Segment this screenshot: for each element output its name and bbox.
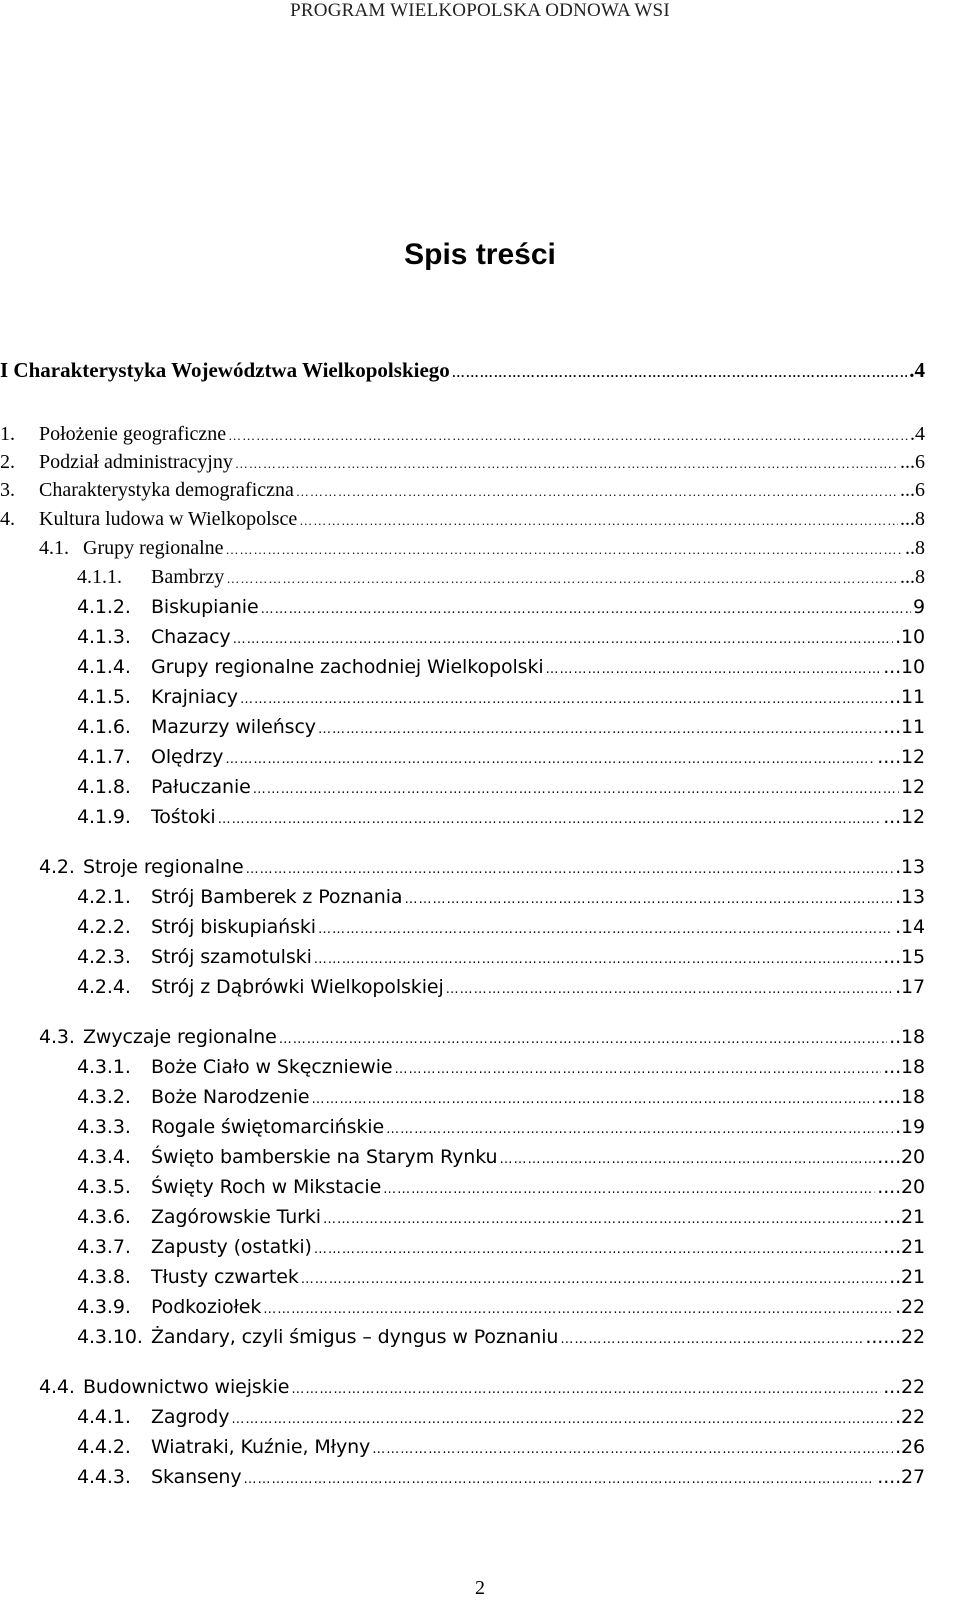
toc-entry-title: I Charakterystyka Województwa Wielkopolskiego (0, 358, 450, 382)
toc-entry-number: 4.3.8. (77, 1266, 131, 1288)
toc-dot-leader (311, 1082, 875, 1115)
toc-entry[interactable] (0, 475, 925, 505)
toc-entry-page: ...10 (883, 656, 925, 678)
toc-entry[interactable] (77, 712, 925, 742)
toc-entry-number: 4. (0, 508, 15, 530)
toc-entry-number: 4.1.3. (77, 626, 131, 648)
toc-entry[interactable] (77, 1262, 925, 1292)
toc-entry-page: .17 (895, 976, 925, 998)
page-title: Spis treści (404, 238, 556, 272)
toc-entry-number: 4.2.4. (77, 976, 131, 998)
toc-entry[interactable] (77, 1142, 925, 1172)
toc-entry-page: ...8 (900, 566, 925, 588)
toc-entry-title: Skanseny (151, 1466, 242, 1488)
toc-entry-page: ....20 (877, 1146, 925, 1168)
toc-entry-number: 3. (0, 479, 15, 501)
toc-entry-number: 4.1.1. (77, 566, 122, 588)
toc-dot-leader (383, 1172, 875, 1205)
toc-dot-leader (296, 475, 898, 507)
toc-entry[interactable] (77, 1052, 925, 1082)
toc-entry-number: 4.2.2. (77, 916, 131, 938)
toc-entry[interactable] (0, 419, 925, 449)
toc-entry-title: Charakterystyka demograficzna (39, 479, 294, 501)
toc-dot-leader (279, 1022, 887, 1055)
toc-entry-page: ......22 (865, 1326, 925, 1348)
toc-entry-number: 4.1.7. (77, 746, 131, 768)
toc-entry-page: .14 (895, 916, 925, 938)
toc-entry-page: .4 (910, 423, 925, 445)
toc-entry-page: .26 (895, 1436, 925, 1458)
toc-entry-number: 4.3.3. (77, 1116, 131, 1138)
running-header: PROGRAM WIELKOPOLSKA ODNOWA WSI (290, 0, 670, 21)
toc-entry[interactable] (77, 742, 925, 772)
toc-entry-page: ...6 (900, 479, 925, 501)
toc-dot-leader (318, 712, 881, 745)
toc-entry-page: ...18 (883, 1056, 925, 1078)
toc-entry[interactable] (77, 912, 925, 942)
toc-entry-title: Biskupianie (151, 596, 259, 618)
toc-entry-page: ...12 (883, 806, 925, 828)
toc-entry-title: Położenie geograficzne (39, 423, 227, 445)
toc-entry-page: 12 (901, 776, 925, 798)
toc-entry-page: ...21 (883, 1236, 925, 1258)
toc-entry[interactable] (77, 1292, 925, 1322)
toc-entry-page: ..21 (889, 1266, 925, 1288)
toc-dot-leader (231, 1402, 893, 1435)
toc-entry-title: Bambrzy (151, 566, 225, 588)
toc-entry-title: Podział administracyjny (39, 451, 233, 473)
toc-dot-leader (261, 592, 911, 625)
toc-entry[interactable] (77, 562, 925, 592)
toc-entry-page: ..8 (905, 537, 925, 559)
toc-dot-leader (301, 1262, 887, 1295)
toc-entry[interactable] (77, 972, 925, 1002)
toc-entry-number: 4.4.1. (77, 1406, 131, 1428)
toc-entry-page: ..18 (889, 1026, 925, 1048)
toc-entry-number: 4.1. (39, 537, 69, 559)
toc-entry-number: 4.3.9. (77, 1296, 131, 1318)
toc-dot-leader (299, 504, 898, 536)
toc-entry-number: 4.4.3. (77, 1466, 131, 1488)
toc-entry-title: Zwyczaje regionalne (83, 1026, 277, 1048)
toc-entry-title: Stroje regionalne (83, 856, 244, 878)
toc-dot-leader (394, 1052, 881, 1085)
toc-entry-title: Wiatraki, Kuźnie, Młyny (151, 1436, 371, 1458)
toc-entry-title: Święty Roch w Mikstacie (151, 1176, 382, 1198)
toc-entry[interactable] (77, 1232, 925, 1262)
toc-entry-title: Tośtoki (151, 806, 216, 828)
toc-entry-number: 4.2.1. (77, 886, 131, 908)
toc-entry-number: 4.4. (39, 1376, 75, 1398)
toc-entry[interactable] (0, 447, 925, 477)
toc-entry-title: Chazacy (151, 626, 231, 648)
toc-entry-title: Zapusty (ostatki) (151, 1236, 312, 1258)
toc-entry-number: 4.3.7. (77, 1236, 131, 1258)
toc-dot-leader (446, 972, 893, 1005)
toc-dot-leader (560, 1322, 863, 1355)
toc-entry-number: 4.4.2. (77, 1436, 131, 1458)
toc-dot-leader (263, 1292, 893, 1325)
toc-entry-number: 4.3. (39, 1026, 75, 1048)
toc-entry-title: Strój z Dąbrówki Wielkopolskiej (151, 976, 444, 998)
toc-entry[interactable] (77, 802, 925, 832)
toc-entry-number: 4.1.4. (77, 656, 131, 678)
page-number: 2 (475, 1577, 485, 1599)
toc-entry[interactable] (77, 1402, 925, 1432)
toc-entry-title: Grupy regionalne (83, 537, 224, 559)
toc-entry-number: 4.1.5. (77, 686, 131, 708)
toc-entry-page: ....18 (877, 1086, 925, 1108)
toc-entry-number: 4.1.6. (77, 716, 131, 738)
toc-dot-leader (226, 533, 903, 565)
toc-entry-title: Olędrzy (151, 746, 224, 768)
toc-dot-leader (226, 562, 898, 594)
toc-entry[interactable] (77, 1202, 925, 1232)
toc-entry-number: 4.3.1. (77, 1056, 131, 1078)
toc-entry-title: Boże Narodzenie (151, 1086, 310, 1108)
toc-entry-number: 2. (0, 451, 15, 473)
toc-entry[interactable] (77, 1112, 925, 1142)
toc-entry-title: Strój szamotulski (151, 946, 312, 968)
toc-entry-title: Grupy regionalne zachodniej Wielkopolski (151, 656, 544, 678)
toc-entry[interactable] (39, 852, 925, 882)
toc-dot-leader (225, 742, 875, 775)
toc-entry[interactable] (77, 592, 925, 622)
toc-dot-leader (314, 1232, 881, 1265)
toc-entry-page: .4 (909, 358, 925, 382)
toc-entry-page: ...15 (883, 946, 925, 968)
toc-entry[interactable] (77, 942, 925, 972)
toc-dot-leader (253, 772, 899, 805)
toc-entry-number: 4.3.10. (77, 1326, 143, 1348)
toc-dot-leader (246, 852, 893, 885)
toc-dot-leader (404, 882, 893, 915)
toc-entry[interactable] (77, 772, 925, 802)
toc-entry-number: 4.3.4. (77, 1146, 131, 1168)
toc-dot-leader (386, 1112, 893, 1145)
toc-dot-leader (314, 942, 881, 975)
toc-entry-title: Pałuczanie (151, 776, 251, 798)
toc-entry[interactable] (77, 1082, 925, 1112)
toc-entry-page: .10 (895, 626, 925, 648)
toc-dot-leader (218, 802, 882, 835)
toc-entry-title: Strój biskupiański (151, 916, 316, 938)
toc-dot-leader (372, 1432, 893, 1465)
toc-dot-leader (323, 1202, 881, 1235)
toc-entry-number: 4.2.3. (77, 946, 131, 968)
toc-entry[interactable] (77, 1462, 925, 1492)
toc-entry-title: Zagrody (151, 1406, 230, 1428)
toc-entry[interactable] (0, 504, 925, 534)
toc-entry-number: 4.3.2. (77, 1086, 131, 1108)
toc-entry-title: Boże Ciało w Skęczniewie (151, 1056, 393, 1078)
toc-entry[interactable] (77, 882, 925, 912)
toc-dot-leader (318, 912, 893, 945)
toc-entry[interactable] (39, 1372, 925, 1402)
toc-entry-title: Podkoziołek (151, 1296, 262, 1318)
toc-entry-title: Tłusty czwartek (151, 1266, 299, 1288)
toc-dot-leader (546, 652, 882, 685)
toc-entry-page: ...22 (883, 1376, 925, 1398)
toc-entry-page: ....27 (877, 1466, 925, 1488)
toc-entry[interactable] (77, 622, 925, 652)
toc-entry-page: 9 (913, 596, 925, 618)
toc-entry-title: Żandary, czyli śmigus – dyngus w Poznaniu (151, 1326, 559, 1348)
toc-entry-page: .13 (895, 856, 925, 878)
toc-entry-page: ....20 (877, 1176, 925, 1198)
toc-entry-page: .13 (895, 886, 925, 908)
toc-entry[interactable] (0, 355, 925, 385)
toc-entry[interactable] (77, 652, 925, 682)
toc-entry-page: .22 (895, 1296, 925, 1318)
toc-entry[interactable] (77, 1432, 925, 1462)
toc-entry-page: ...8 (900, 508, 925, 530)
toc-entry-page: ...21 (883, 1206, 925, 1228)
toc-entry-number: 4.3.6. (77, 1206, 131, 1228)
toc-entry[interactable] (39, 533, 925, 563)
toc-entry-title: Strój Bamberek z Poznania (151, 886, 403, 908)
toc-entry-page: ....12 (877, 746, 925, 768)
toc-dot-leader (452, 355, 907, 388)
toc-entry[interactable] (77, 1172, 925, 1202)
toc-dot-leader (244, 1462, 876, 1495)
toc-entry-page: .19 (895, 1116, 925, 1138)
toc-entry-title: Rogale świętomarcińskie (151, 1116, 385, 1138)
toc-entry[interactable] (77, 682, 925, 712)
toc-entry-title: Budownictwo wiejskie (83, 1376, 290, 1398)
toc-dot-leader (499, 1142, 875, 1175)
toc-entry-page: ...6 (900, 451, 925, 473)
toc-entry-number: 4.1.8. (77, 776, 131, 798)
toc-entry-number: 1. (0, 423, 15, 445)
toc-dot-leader (291, 1372, 881, 1405)
toc-entry-title: Mazurzy wileńscy (151, 716, 316, 738)
toc-entry-number: 4.1.2. (77, 596, 131, 618)
toc-entry-title: Zagórowskie Turki (151, 1206, 321, 1228)
toc-entry-title: Święto bamberskie na Starym Rynku (151, 1146, 498, 1168)
toc-dot-leader (240, 682, 887, 715)
toc-entry-title: Kultura ludowa w Wielkopolsce (39, 508, 298, 530)
toc-entry[interactable] (39, 1022, 925, 1052)
toc-entry-number: 4.3.5. (77, 1176, 131, 1198)
toc-entry-number: 4.2. (39, 856, 75, 878)
toc-entry-page: .22 (895, 1406, 925, 1428)
toc-entry-title: Krajniacy (151, 686, 238, 708)
toc-entry[interactable] (77, 1322, 925, 1352)
toc-entry-page: ...11 (883, 716, 925, 738)
toc-entry-page: ..11 (889, 686, 925, 708)
toc-dot-leader (233, 622, 894, 655)
toc-entry-number: 4.1.9. (77, 806, 131, 828)
